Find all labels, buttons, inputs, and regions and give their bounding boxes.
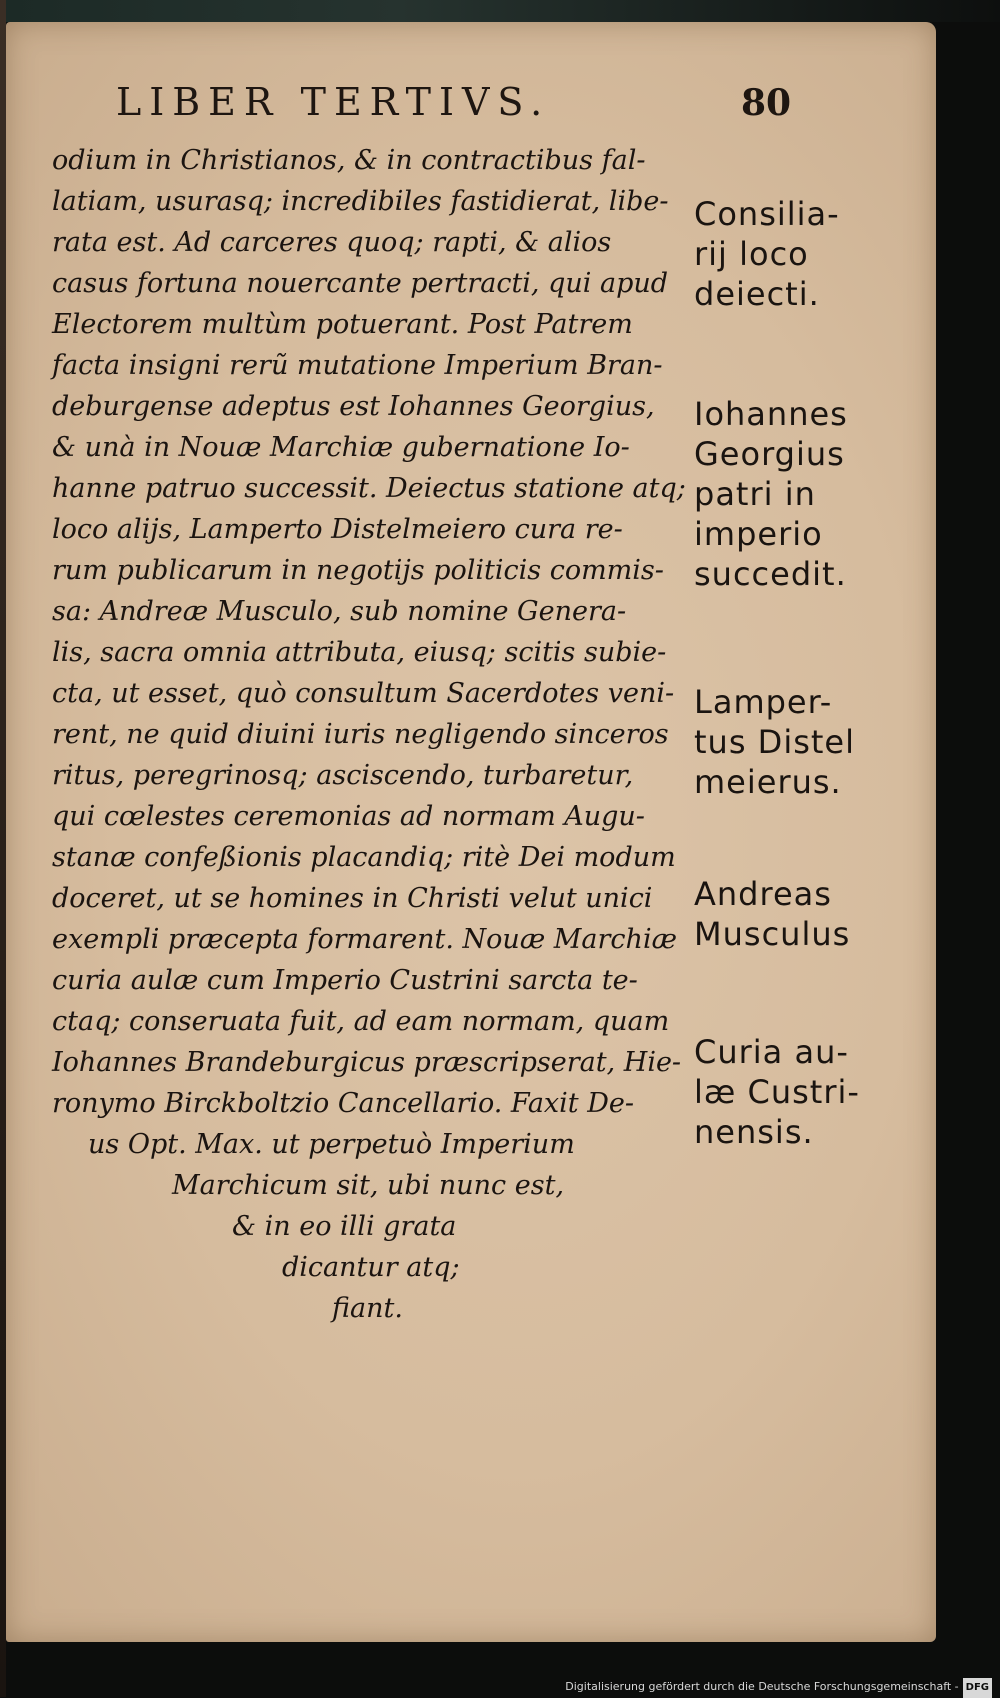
text-line: hanne patruo successit. Deiectus statione atq;	[52, 473, 686, 504]
text-line: Iohannes Brandeburgicus præscripserat, Hie-	[52, 1047, 682, 1078]
margin-note-line: Iohannes	[694, 395, 848, 433]
text-line: Electorem multùm potuerant. Post Patrem	[52, 309, 633, 340]
digitization-credit	[565, 1677, 992, 1697]
margin-note-curia	[694, 1032, 934, 1152]
margin-note-line: patri in	[694, 475, 816, 513]
binding-edge	[0, 0, 1000, 22]
text-line: loco alijs, Lamperto Distelmeiero cura re-	[52, 514, 623, 545]
text-line: cta, ut esset, quò consultum Sacerdotes veni-	[52, 678, 675, 709]
text-line: qui cœlestes ceremonias ad normam Augu-	[52, 801, 645, 832]
credit-text: Digitalisierung gefördert durch die Deutsche Forschungsgemeinschaft -	[565, 1680, 959, 1693]
margin-note-line: rij loco	[694, 235, 809, 273]
margin-note-iohannes-georgius	[694, 394, 934, 594]
text-line: fiant.	[332, 1293, 403, 1324]
text-line: lis, sacra omnia attributa, eiusq; scitis subie-	[52, 637, 667, 668]
text-line: facta insigni rerũ mutatione Imperium Bran-	[52, 350, 663, 381]
margin-note-line: Musculus	[694, 915, 851, 953]
margin-note-line: tus Distel	[694, 723, 855, 761]
running-head	[116, 80, 836, 130]
margin-note-line: Lamper-	[694, 683, 833, 721]
text-line: dicantur atq;	[282, 1252, 460, 1283]
text-line: ritus, peregrinosq; asciscendo, turbaretur,	[52, 760, 634, 791]
text-line: doceret, ut se homines in Christi velut unici	[52, 883, 653, 914]
margin-note-line: Andreas	[694, 875, 832, 913]
text-line: casus fortuna nouercante pertracti, qui apud	[52, 268, 669, 299]
text-line: us Opt. Max. ut perpetuò Imperium	[88, 1129, 575, 1160]
text-line: rata est. Ad carceres quoq; rapti, & alios	[52, 227, 612, 258]
text-line: sa: Andreæ Musculo, sub nomine Genera-	[52, 596, 627, 627]
margin-note-musculus	[694, 874, 934, 954]
text-line: ctaq; conseruata fuit, ad eam normam, quam	[52, 1006, 670, 1037]
text-line: rent, ne quid diuini iuris negligendo sinceros	[52, 719, 669, 750]
text-line: Marchicum sit, ubi nunc est,	[172, 1170, 565, 1201]
text-line: stanæ confeßionis placandiq; ritè Dei modum	[52, 842, 676, 873]
running-title: LIBER TERTIVS.	[116, 80, 551, 124]
text-line: curia aulæ cum Imperio Custrini sarcta te-	[52, 965, 638, 996]
dfg-logo: DFG	[963, 1678, 992, 1698]
text-line: exempli præcepta formarent. Nouæ Marchiæ	[52, 924, 677, 955]
margin-note-line: Consilia-	[694, 195, 840, 233]
text-line: ronymo Birckboltzio Cancellario. Faxit De-	[52, 1088, 634, 1119]
margin-note-line: nensis.	[694, 1113, 814, 1151]
margin-note-distelmeierus	[694, 682, 934, 802]
text-line: rum publicarum in negotijs politicis commis-	[52, 555, 664, 586]
margin-note-line: Georgius	[694, 435, 845, 473]
text-line: odium in Christianos, & in contractibus fal-	[52, 145, 646, 176]
margin-note-consiliarii	[694, 194, 934, 314]
text-line: & unà in Nouæ Marchiæ gubernatione Io-	[52, 432, 630, 463]
margin-note-line: læ Custri-	[694, 1073, 860, 1111]
body-text	[52, 140, 692, 1329]
margin-note-line: Curia au-	[694, 1033, 849, 1071]
page-number: 80	[741, 82, 792, 124]
margin-note-line: succedit.	[694, 555, 847, 593]
margin-note-line: imperio	[694, 515, 823, 553]
book-page	[6, 22, 936, 1642]
text-line: & in eo illi grata	[232, 1211, 457, 1242]
margin-note-line: meierus.	[694, 763, 842, 801]
text-line: deburgense adeptus est Iohannes Georgius,	[52, 391, 655, 422]
text-line: latiam, usurasq; incredibiles fastidierat, libe-	[52, 186, 669, 217]
margin-note-line: deiecti.	[694, 275, 820, 313]
